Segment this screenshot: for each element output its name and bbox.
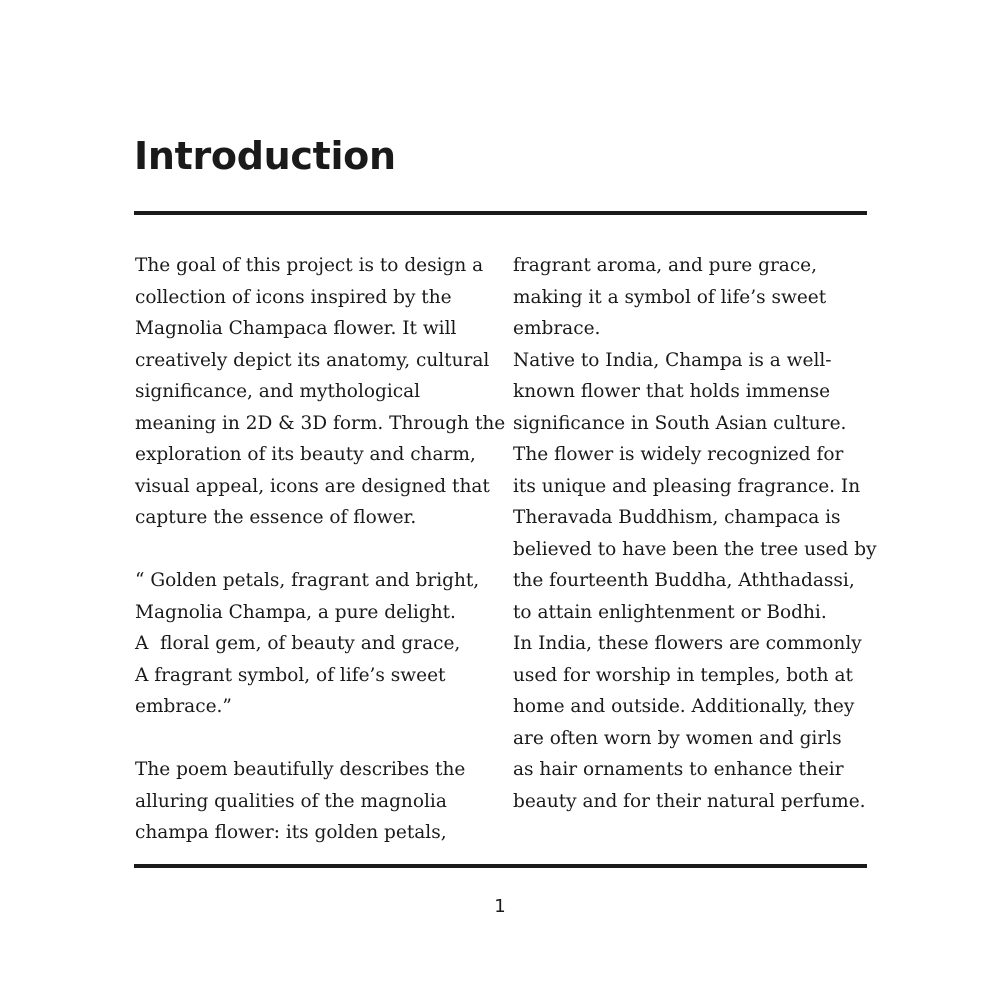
text-line: collection of icons inspired by the [135, 286, 452, 308]
text-line: fragrant aroma, and pure grace, [513, 255, 818, 276]
text-line: meaning in 2D & 3D form. Through the [135, 412, 506, 434]
text-line: The goal of this project is to design a [135, 255, 484, 276]
text-line: believed to have been the tree used by [513, 538, 877, 560]
description-paragraph [135, 754, 495, 849]
text-line: capture the essence of flower. [135, 507, 417, 528]
text-line: The flower is widely recognized for [513, 444, 844, 465]
text-line: creatively depict its anatomy, cultural [135, 349, 490, 371]
poem-paragraph [135, 565, 495, 723]
top-divider [134, 211, 867, 215]
text-line: The poem beautifully describes the [135, 759, 466, 780]
paragraph-gap [135, 723, 495, 755]
intro-paragraph [135, 250, 506, 534]
text-line: making it a symbol of life’s sweet [513, 286, 827, 308]
text-line: exploration of its beauty and charm, [135, 444, 476, 465]
poem-line: embrace.” [135, 696, 232, 717]
text-line: alluring qualities of the magnolia [135, 790, 447, 812]
right-column [513, 250, 877, 817]
paragraph-gap [135, 534, 495, 566]
text-line: beauty and for their natural perfume. [513, 790, 866, 812]
poem-line: A fragrant symbol, of life’s sweet [135, 664, 446, 686]
text-line: Native to India, Champa is a well- [513, 349, 832, 371]
left-column [135, 250, 506, 849]
continued-paragraph [513, 250, 877, 817]
text-line: its unique and pleasing fragrance. In [513, 475, 861, 497]
text-line: home and outside. Additionally, they [513, 696, 855, 717]
text-line: Theravada Buddhism, champaca is [513, 507, 841, 528]
page-title: Introduction [134, 134, 396, 178]
text-line: used for worship in temples, both at [513, 664, 853, 686]
text-line: significance, and mythological [135, 381, 421, 402]
text-line: significance in South Asian culture. [513, 412, 847, 434]
bottom-divider [134, 864, 867, 868]
poem-line: A floral gem, of beauty and grace, [135, 633, 461, 654]
text-line: to attain enlightenment or Bodhi. [513, 601, 827, 623]
text-line: visual appeal, icons are designed that [135, 475, 490, 497]
text-line: the fourteenth Buddha, Aththadassi, [513, 570, 855, 591]
text-line: are often worn by women and girls [513, 727, 842, 749]
text-line: In India, these flowers are commonly [513, 633, 862, 654]
text-line: champa flower: its golden petals, [135, 822, 447, 843]
page-number: 1 [494, 896, 506, 917]
text-line: known flower that holds immense [513, 381, 831, 402]
text-line: Magnolia Champaca flower. It will [135, 318, 457, 339]
text-line: as hair ornaments to enhance their [513, 759, 844, 780]
text-line: embrace. [513, 318, 601, 339]
poem-line: “ Golden petals, fragrant and bright, [135, 570, 480, 591]
poem-line: Magnolia Champa, a pure delight. [135, 601, 456, 623]
